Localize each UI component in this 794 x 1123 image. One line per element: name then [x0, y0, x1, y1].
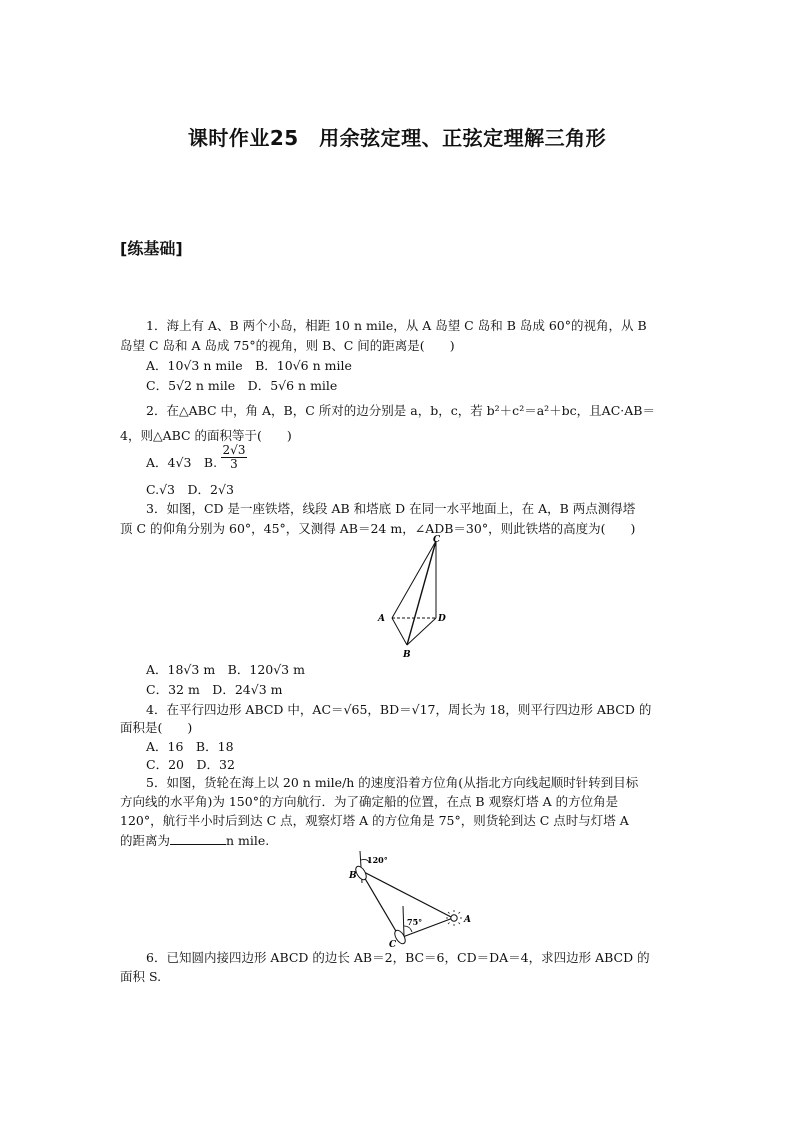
point-label-c: C	[389, 940, 397, 948]
q6-line-1: 6．已知圆内接四边形 ABCD 的边长 AB＝2，BC＝6，CD＝DA＝4，求四边形 ABCD 的	[146, 950, 650, 965]
figure-label-a: A	[378, 614, 385, 624]
point-label-b: B	[349, 871, 357, 881]
q1-line-2: 岛望 C 岛和 A 岛成 75°的视角，则 B、C 间的距离是( )	[120, 338, 455, 353]
q5-line-4	[120, 832, 269, 849]
point-label-a: A	[464, 915, 471, 925]
q6-line-2: 面积 S.	[120, 969, 162, 984]
section-heading: [练基础]	[120, 239, 183, 258]
q4-line-2: 面积是( )	[120, 720, 193, 735]
q1-line-1: 1．海上有 A、B 两个小岛，相距 10 n mile，从 A 岛望 C 岛和 B 岛成 60°的视角，从 B	[146, 318, 647, 333]
tower-figure	[372, 533, 452, 661]
q2-line-1: 2．在△ABC 中，角 A，B，C 所对的边分别是 a，b，c，若 b²＋c²＝a²＋bc，且AC·AB＝	[146, 403, 655, 418]
ship-lighthouse-figure	[340, 848, 480, 948]
q5-line-4-unit: n mile.	[226, 833, 270, 848]
q1-options-ab: A．10√3 n mile B．10√6 n mile	[146, 358, 352, 373]
q3-options-cd: C．32 m D．24√3 m	[146, 682, 283, 697]
q5-line-3: 120°，航行半小时后到达 C 点，观察灯塔 A 的方位角是 75°，则货轮到达 C 点时与灯塔 A	[120, 813, 629, 828]
angle-label-75: 75°	[407, 917, 423, 927]
figure-label-b: B	[403, 650, 411, 660]
q5-line-4-text: 的距离为	[120, 833, 171, 848]
q4-options-ab: A．16 B．18	[146, 739, 234, 754]
q4-options-cd: C．20 D．32	[146, 757, 235, 772]
q2-line-2: 4，则△ABC 的面积等于( )	[120, 428, 292, 443]
q3-line-1: 3．如图，CD 是一座铁塔，线段 AB 和塔底 D 在同一水平地面上，在 A，B 两点测得塔	[146, 501, 636, 516]
q5-line-1: 5．如图，货轮在海上以 20 n mile/h 的速度沿着方位角(从指北方向线起顺时针转到目标	[146, 775, 639, 790]
q4-line-1: 4．在平行四边形 ABCD 中，AC＝√65，BD＝√17，周长为 18，则平行四边形 ABCD 的	[146, 702, 652, 717]
q3-options-ab: A．18√3 m B．120√3 m	[146, 662, 305, 677]
q5-line-2: 方向线的水平角)为 150°的方向航行．为了确定船的位置，在点 B 观察灯塔 A 的方位角是	[120, 794, 619, 809]
q3-line-2: 顶 C 的仰角分别为 60°，45°，又测得 AB＝24 m，∠ADB＝30°，则此铁塔的高度为( )	[120, 521, 636, 536]
lighthouse-icon	[446, 910, 462, 926]
q2-options-cd: C.√3 D．2√3	[146, 482, 234, 497]
q2-option-b-fraction	[221, 444, 247, 471]
figure-label-d: D	[438, 614, 446, 624]
fraction-denominator: 3	[230, 457, 238, 471]
q1-options-cd: C．5√2 n mile D．5√6 n mile	[146, 378, 338, 393]
figure-label-c: C	[433, 535, 441, 545]
fraction-numerator: 2√3	[222, 443, 246, 457]
angle-label-120: 120°	[367, 855, 388, 865]
q2-options-ab: A．4√3 B.	[146, 455, 218, 470]
page-title: 课时作业25 用余弦定理、正弦定理解三角形	[187, 126, 607, 150]
answer-blank[interactable]	[170, 832, 226, 845]
